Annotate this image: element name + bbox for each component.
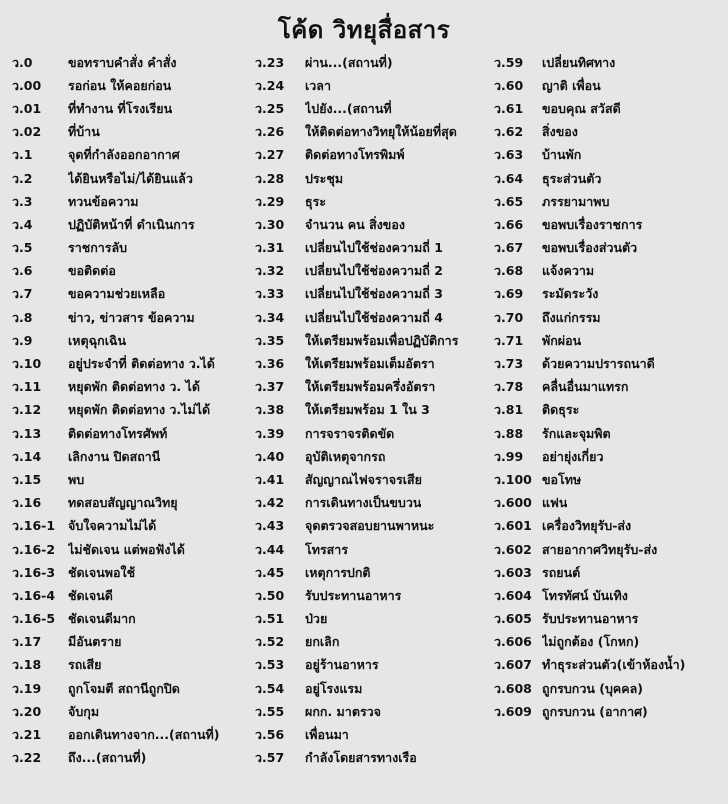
code-meaning: หยุดพัก ติดต่อทาง ว.ไม่ได้: [68, 402, 211, 418]
code-row: [494, 631, 728, 654]
code-row: [12, 306, 252, 329]
code-row: [494, 492, 728, 515]
radio-code: ว.608: [494, 680, 532, 696]
code-meaning: เลิกงาน ปิดสถานี: [68, 448, 161, 464]
radio-code: ว.16-1: [12, 518, 56, 534]
code-row: [12, 747, 252, 770]
radio-code: ว.16-2: [12, 541, 56, 557]
code-row: [12, 283, 252, 306]
code-row: [494, 329, 728, 352]
code-meaning: ถูกโจมตี สถานีถูกปิด: [68, 680, 180, 696]
code-meaning: จุดที่กำลังออกอากาศ: [68, 147, 180, 163]
code-row: [255, 608, 493, 631]
radio-code: ว.604: [494, 587, 532, 603]
radio-code: ว.25: [255, 100, 285, 116]
code-meaning: ถูกรบกวน (บุคคล): [542, 680, 644, 696]
code-meaning: ที่ทำงาน ที่โรงเรียน: [68, 100, 173, 116]
code-row: [12, 51, 252, 74]
radio-code: ว.16-5: [12, 611, 56, 627]
code-row: [12, 167, 252, 190]
code-row: [494, 677, 728, 700]
radio-code: ว.7: [12, 286, 33, 302]
code-meaning: เปลี่ยนไปใช้ช่องความถี่ 1: [305, 240, 443, 256]
code-meaning: รับประทานอาหาร: [305, 587, 402, 603]
code-meaning: ที่บ้าน: [68, 124, 100, 140]
code-meaning: ให้ติดต่อทางวิทยุให้น้อยที่สุด: [305, 124, 457, 140]
radio-code: ว.02: [12, 124, 42, 140]
code-row: [12, 700, 252, 723]
code-meaning: ขอโทษ: [542, 471, 582, 487]
code-meaning: ระมัดระวัง: [542, 286, 599, 302]
code-row: [494, 213, 728, 236]
code-row: [255, 144, 493, 167]
code-meaning: ออกเดินทางจาก...(สถานที่): [68, 727, 220, 743]
radio-code: ว.81: [494, 402, 524, 418]
code-row: [12, 97, 252, 120]
code-row: [255, 399, 493, 422]
radio-code: ว.38: [255, 402, 285, 418]
code-row: [12, 677, 252, 700]
code-row: [255, 167, 493, 190]
radio-code: ว.61: [494, 100, 524, 116]
code-row: [255, 329, 493, 352]
code-meaning: ถูกรบกวน (อากาศ): [542, 703, 648, 719]
code-meaning: เหตุการปกติ: [305, 564, 371, 580]
code-row: [12, 515, 252, 538]
code-row: [12, 213, 252, 236]
code-row: [255, 515, 493, 538]
code-row: [494, 190, 728, 213]
radio-code: ว.14: [12, 448, 42, 464]
code-row: [12, 260, 252, 283]
code-row: [255, 700, 493, 723]
code-row: [12, 584, 252, 607]
code-row: [255, 352, 493, 375]
radio-code: ว.66: [494, 216, 524, 232]
code-meaning: พบ: [68, 471, 85, 487]
code-meaning: เปลี่ยนทิศทาง: [542, 54, 616, 70]
code-meaning: ด้วยความปรารถนาดี: [542, 356, 655, 372]
radio-code: ว.12: [12, 402, 42, 418]
code-meaning: ขอพบเรื่องส่วนตัว: [542, 240, 638, 256]
radio-code: ว.16: [12, 495, 42, 511]
code-row: [12, 654, 252, 677]
code-row: [255, 74, 493, 97]
radio-code: ว.17: [12, 634, 42, 650]
code-meaning: กำลังโดยสารทางเรือ: [305, 750, 417, 766]
code-meaning: ธุระ: [305, 193, 327, 209]
code-meaning: ไปยัง...(สถานที่: [305, 100, 392, 116]
code-meaning: สัญญาณไฟจราจรเสีย: [305, 471, 423, 487]
code-meaning: ราชการลับ: [68, 240, 128, 256]
radio-code: ว.39: [255, 425, 285, 441]
radio-code: ว.15: [12, 471, 42, 487]
code-meaning: ได้ยินหรือไม่/ได้ยินแล้ว: [68, 170, 193, 186]
code-row: [12, 190, 252, 213]
code-row: [12, 422, 252, 445]
code-meaning: เปลี่ยนไปใช้ช่องความถี่ 4: [305, 309, 443, 325]
radio-code: ว.69: [494, 286, 524, 302]
radio-code: ว.21: [12, 727, 42, 743]
code-meaning: การจราจรติดขัด: [305, 425, 395, 441]
radio-code: ว.50: [255, 587, 285, 603]
radio-code: ว.65: [494, 193, 524, 209]
code-row: [12, 445, 252, 468]
code-row: [494, 700, 728, 723]
radio-code: ว.605: [494, 611, 532, 627]
radio-code: ว.88: [494, 425, 524, 441]
code-row: [494, 283, 728, 306]
code-row: [494, 608, 728, 631]
code-meaning: อยู่โรงแรม: [305, 680, 363, 696]
radio-code: ว.609: [494, 703, 532, 719]
code-row: [494, 399, 728, 422]
radio-code: ว.78: [494, 379, 524, 395]
radio-code: ว.36: [255, 356, 285, 372]
code-meaning: โทรทัศน์ บันเทิง: [542, 587, 628, 603]
code-row: [12, 399, 252, 422]
code-row: [494, 260, 728, 283]
radio-code: ว.1: [12, 147, 33, 163]
radio-code: ว.63: [494, 147, 524, 163]
code-meaning: ขอบคุณ สวัสดี: [542, 100, 621, 116]
radio-code: ว.59: [494, 54, 524, 70]
code-meaning: ไม่ชัดเจน แต่พอฟังได้: [68, 541, 185, 557]
code-meaning: รถยนต์: [542, 564, 581, 580]
code-meaning: ติดต่อทางโทรพิมพ์: [305, 147, 405, 163]
code-meaning: รับประทานอาหาร: [542, 611, 639, 627]
radio-code: ว.18: [12, 657, 42, 673]
radio-code: ว.27: [255, 147, 285, 163]
code-meaning: ประชุม: [305, 170, 344, 186]
radio-code: ว.24: [255, 77, 285, 93]
code-meaning: ธุระส่วนตัว: [542, 170, 602, 186]
code-row: [494, 51, 728, 74]
radio-code: ว.603: [494, 564, 532, 580]
code-meaning: แจ้งความ: [542, 263, 595, 279]
code-row: [12, 376, 252, 399]
code-meaning: อยู่ร้านอาหาร: [305, 657, 379, 673]
code-meaning: เปลี่ยนไปใช้ช่องความถี่ 3: [305, 286, 443, 302]
code-meaning: เหตุฉุกเฉิน: [68, 332, 127, 348]
radio-code: ว.34: [255, 309, 285, 325]
code-row: [12, 538, 252, 561]
code-row: [12, 329, 252, 352]
code-row: [494, 74, 728, 97]
code-row: [255, 260, 493, 283]
code-meaning: ญาติ เพื่อน: [542, 77, 601, 93]
radio-code: ว.9: [12, 332, 33, 348]
code-meaning: ให้เตรียมพร้อมเต็มอัตรา: [305, 356, 435, 372]
code-meaning: ให้เตรียมพร้อม 1 ใน 3: [305, 402, 430, 418]
code-row: [255, 723, 493, 746]
radio-code: ว.54: [255, 680, 285, 696]
radio-code: ว.55: [255, 703, 285, 719]
code-meaning: ติดต่อทางโทรศัพท์: [68, 425, 168, 441]
code-row: [12, 74, 252, 97]
radio-code: ว.33: [255, 286, 285, 302]
code-row: [255, 97, 493, 120]
code-meaning: โทรสาร: [305, 541, 349, 557]
code-row: [255, 654, 493, 677]
code-meaning: ภรรยามาพบ: [542, 193, 610, 209]
code-row: [494, 306, 728, 329]
code-meaning: ผกก. มาตรวจ: [305, 703, 381, 719]
code-row: [12, 468, 252, 491]
radio-code: ว.600: [494, 495, 532, 511]
code-meaning: อยู่ประจำที่ ติดต่อทาง ว.ได้: [68, 356, 215, 372]
code-row: [494, 584, 728, 607]
radio-code: ว.2: [12, 170, 33, 186]
radio-code: ว.28: [255, 170, 285, 186]
code-row: [12, 492, 252, 515]
radio-code: ว.23: [255, 54, 285, 70]
radio-code: ว.20: [12, 703, 42, 719]
code-meaning: คลื่นอื่นมาแทรก: [542, 379, 629, 395]
radio-code: ว.606: [494, 634, 532, 650]
radio-code: ว.41: [255, 471, 285, 487]
code-meaning: ชัดเจนดีมาก: [68, 611, 136, 627]
code-row: [494, 538, 728, 561]
code-meaning: พักผ่อน: [542, 332, 582, 348]
radio-code: ว.45: [255, 564, 285, 580]
code-row: [255, 631, 493, 654]
code-row: [494, 654, 728, 677]
code-meaning: สิ่งของ: [542, 124, 578, 140]
code-meaning: รอก่อน ให้คอยก่อน: [68, 77, 172, 93]
radio-code: ว.53: [255, 657, 285, 673]
radio-code: ว.601: [494, 518, 532, 534]
radio-code: ว.11: [12, 379, 42, 395]
radio-code: ว.37: [255, 379, 285, 395]
code-row: [494, 468, 728, 491]
code-meaning: ทดสอบสัญญาณวิทยุ: [68, 495, 178, 511]
code-row: [12, 121, 252, 144]
code-row: [494, 237, 728, 260]
radio-code: ว.32: [255, 263, 285, 279]
code-meaning: เปลี่ยนไปใช้ช่องความถี่ 2: [305, 263, 443, 279]
code-row: [12, 237, 252, 260]
radio-code: ว.68: [494, 263, 524, 279]
radio-code: ว.30: [255, 216, 285, 232]
code-meaning: จำนวน คน สิ่งของ: [305, 216, 405, 232]
code-row: [255, 283, 493, 306]
code-meaning: การเดินทางเป็นขบวน: [305, 495, 422, 511]
radio-code: ว.29: [255, 193, 285, 209]
code-row: [494, 144, 728, 167]
code-row: [494, 422, 728, 445]
page-title: โค้ด วิทยุสื่อสาร: [277, 16, 451, 44]
code-meaning: เวลา: [305, 77, 331, 93]
code-row: [494, 515, 728, 538]
code-row: [494, 97, 728, 120]
radio-code: ว.42: [255, 495, 285, 511]
radio-code: ว.73: [494, 356, 524, 372]
code-meaning: ชัดเจนพอใช้: [68, 564, 136, 580]
code-row: [255, 422, 493, 445]
radio-code: ว.44: [255, 541, 285, 557]
radio-code: ว.43: [255, 518, 285, 534]
code-row: [255, 190, 493, 213]
code-row: [255, 538, 493, 561]
code-meaning: รักและจุมพิต: [542, 425, 611, 441]
radio-code: ว.6: [12, 263, 33, 279]
code-meaning: จุดตรวจสอบยานพาหนะ: [305, 518, 435, 534]
code-meaning: ไม่ถูกต้อง (โกหก): [542, 634, 640, 650]
code-row: [12, 144, 252, 167]
code-meaning: บ้านพัก: [542, 147, 582, 163]
radio-code: ว.99: [494, 448, 524, 464]
radio-code: ว.56: [255, 727, 285, 743]
code-meaning: ชัดเจนดี: [68, 587, 113, 603]
code-row: [255, 445, 493, 468]
code-row: [255, 306, 493, 329]
radio-code: ว.4: [12, 216, 33, 232]
radio-code: ว.62: [494, 124, 524, 140]
code-row: [255, 584, 493, 607]
code-row: [494, 561, 728, 584]
code-meaning: สายอากาศวิทยุรับ-ส่ง: [542, 541, 658, 557]
code-column-3: [494, 51, 728, 723]
code-meaning: เครื่องวิทยุรับ-ส่ง: [542, 518, 632, 534]
radio-code: ว.5: [12, 240, 33, 256]
code-meaning: ถึง...(สถานที่): [68, 750, 147, 766]
code-meaning: มีอันตราย: [68, 634, 122, 650]
radio-code: ว.26: [255, 124, 285, 140]
code-meaning: ถึงแก่กรรม: [542, 309, 601, 325]
code-meaning: รถเสีย: [68, 657, 102, 673]
radio-code: ว.52: [255, 634, 285, 650]
code-meaning: ให้เตรียมพร้อมครึ่งอัตรา: [305, 379, 436, 395]
radio-code: ว.60: [494, 77, 524, 93]
radio-code: ว.16-3: [12, 564, 56, 580]
code-row: [255, 237, 493, 260]
radio-code: ว.64: [494, 170, 524, 186]
code-meaning: จับใจความไม่ได้: [68, 518, 157, 534]
code-meaning: ปฏิบัติหน้าที่ ดำเนินการ: [68, 216, 195, 232]
radio-code: ว.31: [255, 240, 285, 256]
radio-code: ว.13: [12, 425, 42, 441]
radio-code: ว.71: [494, 332, 524, 348]
code-meaning: หยุดพัก ติดต่อทาง ว. ได้: [68, 379, 200, 395]
code-row: [494, 376, 728, 399]
code-row: [255, 51, 493, 74]
code-row: [494, 445, 728, 468]
code-row: [255, 468, 493, 491]
code-row: [255, 121, 493, 144]
code-meaning: ขอพบเรื่องราชการ: [542, 216, 643, 232]
radio-code: ว.100: [494, 471, 532, 487]
code-meaning: ให้เตรียมพร้อมเพื่อปฏิบัติการ: [305, 332, 459, 348]
code-meaning: จับกุม: [68, 703, 100, 719]
radio-code: ว.16-4: [12, 587, 56, 603]
code-row: [494, 167, 728, 190]
radio-code: ว.22: [12, 750, 42, 766]
code-meaning: ติดธุระ: [542, 402, 580, 418]
code-meaning: ทวนข้อความ: [68, 193, 139, 209]
radio-code: ว.67: [494, 240, 524, 256]
radio-code: ว.8: [12, 309, 33, 325]
code-row: [255, 747, 493, 770]
code-meaning: อุบัติเหตุจากรถ: [305, 448, 386, 464]
radio-code: ว.10: [12, 356, 42, 372]
radio-code: ว.3: [12, 193, 33, 209]
code-row: [12, 608, 252, 631]
radio-code: ว.51: [255, 611, 285, 627]
code-row: [255, 561, 493, 584]
radio-code: ว.19: [12, 680, 42, 696]
radio-code: ว.01: [12, 100, 42, 116]
code-meaning: เพื่อนมา: [305, 727, 349, 743]
code-column-2: [255, 51, 493, 770]
code-meaning: ทำธุระส่วนตัว(เข้าห้องน้ำ): [542, 657, 686, 673]
code-meaning: ขอติดต่อ: [68, 263, 116, 279]
code-meaning: ยกเลิก: [305, 634, 340, 650]
radio-code: ว.70: [494, 309, 524, 325]
code-meaning: ขอความช่วยเหลือ: [68, 286, 166, 302]
radio-code: ว.35: [255, 332, 285, 348]
code-row: [12, 352, 252, 375]
code-meaning: ข่าว, ข่าวสาร ข้อความ: [68, 309, 195, 325]
code-meaning: ผ่าน...(สถานที่): [305, 54, 393, 70]
code-row: [12, 723, 252, 746]
code-row: [255, 213, 493, 236]
radio-code: ว.602: [494, 541, 532, 557]
radio-code: ว.40: [255, 448, 285, 464]
code-row: [494, 352, 728, 375]
code-meaning: ขอทราบคำสั่ง คำสั่ง: [68, 54, 177, 70]
code-meaning: แฟน: [542, 495, 568, 511]
code-row: [12, 631, 252, 654]
code-meaning: ป่วย: [305, 611, 328, 627]
code-row: [255, 677, 493, 700]
radio-code: ว.57: [255, 750, 285, 766]
radio-code: ว.00: [12, 77, 42, 93]
code-row: [255, 376, 493, 399]
code-column-1: [12, 51, 252, 770]
code-meaning: อย่ายุ่งเกี่ยว: [542, 448, 604, 464]
code-row: [494, 121, 728, 144]
code-row: [255, 492, 493, 515]
radio-code: ว.607: [494, 657, 532, 673]
radio-code: ว.0: [12, 54, 33, 70]
code-row: [12, 561, 252, 584]
